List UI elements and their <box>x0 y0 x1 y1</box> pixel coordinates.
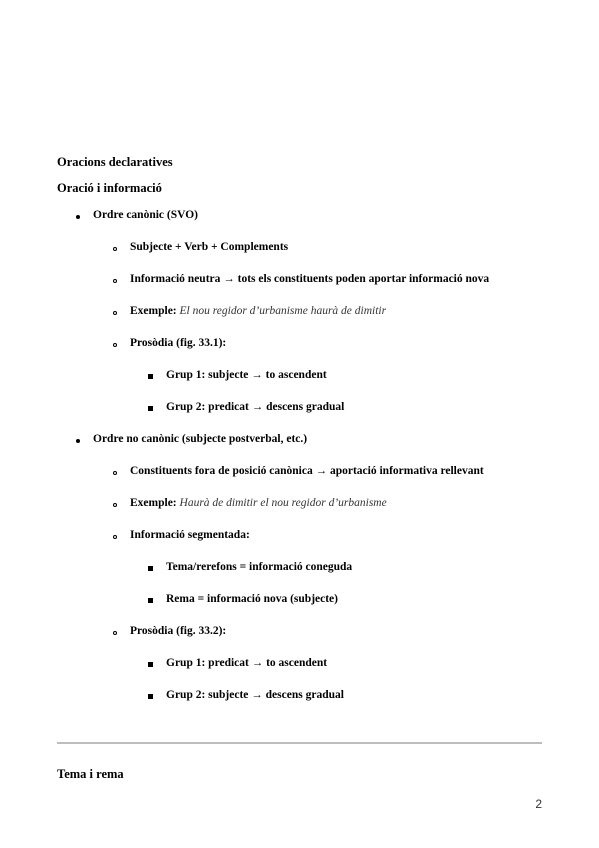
horizontal-rule <box>57 742 542 744</box>
list-item-grup-2a: Grup 2: predicat → descens gradual <box>166 401 345 413</box>
circle-bullet-icon <box>113 535 117 539</box>
list-item-grup-2b: Grup 2: subjecte → descens gradual <box>166 689 344 701</box>
page-number: 2 <box>535 797 542 811</box>
circle-bullet-icon <box>113 343 117 347</box>
list-item-svo: Subjecte + Verb + Complements <box>130 241 289 253</box>
square-bullet-icon <box>148 694 153 699</box>
disc-bullet-icon <box>76 439 80 443</box>
list-item-rema: Rema = informació nova (subjecte) <box>166 593 338 605</box>
heading-oracio-informacio: Oració i informació <box>57 181 162 195</box>
circle-bullet-icon <box>113 247 117 251</box>
list-item-tema: Tema/rerefons = informació coneguda <box>166 561 353 573</box>
circle-bullet-icon <box>113 311 117 315</box>
square-bullet-icon <box>148 374 153 379</box>
list-item-constituents: Constituents fora de posició canònica → aportació informativa rellevant <box>130 465 484 477</box>
disc-bullet-icon <box>76 215 80 219</box>
list-item-exemple-2 <box>130 497 387 509</box>
example-label: Exemple: <box>130 497 177 509</box>
square-bullet-icon <box>148 566 153 571</box>
list-item-exemple-1 <box>130 305 386 317</box>
list-item-ordre-no-canonic: Ordre no canònic (subjecte postverbal, etc.) <box>93 433 308 445</box>
circle-bullet-icon <box>113 471 117 475</box>
example-label: Exemple: <box>130 305 177 317</box>
list-item-prosodia-1: Prosòdia (fig. 33.1): <box>130 337 227 349</box>
heading-oracions-declaratives: Oracions declaratives <box>57 155 173 169</box>
square-bullet-icon <box>148 406 153 411</box>
example-text: El nou regidor d’urbanisme haurà de dimitir <box>179 305 387 317</box>
square-bullet-icon <box>148 598 153 603</box>
example-text: Haurà de dimitir el nou regidor d’urbanisme <box>179 497 387 509</box>
circle-bullet-icon <box>113 279 117 283</box>
list-item-grup-1a: Grup 1: subjecte → to ascendent <box>166 369 327 381</box>
list-item-prosodia-2: Prosòdia (fig. 33.2): <box>130 625 227 637</box>
circle-bullet-icon <box>113 631 117 635</box>
circle-bullet-icon <box>113 503 117 507</box>
list-item-informacio-neutra: Informació neutra → tots els constituents poden aportar informació nova <box>130 273 490 285</box>
list-item-ordre-canonic: Ordre canònic (SVO) <box>93 209 198 221</box>
list-item-informacio-segmentada: Informació segmentada: <box>130 529 250 541</box>
heading-tema-rema: Tema i rema <box>57 767 124 781</box>
list-item-grup-1b: Grup 1: predicat → to ascendent <box>166 657 328 669</box>
square-bullet-icon <box>148 662 153 667</box>
